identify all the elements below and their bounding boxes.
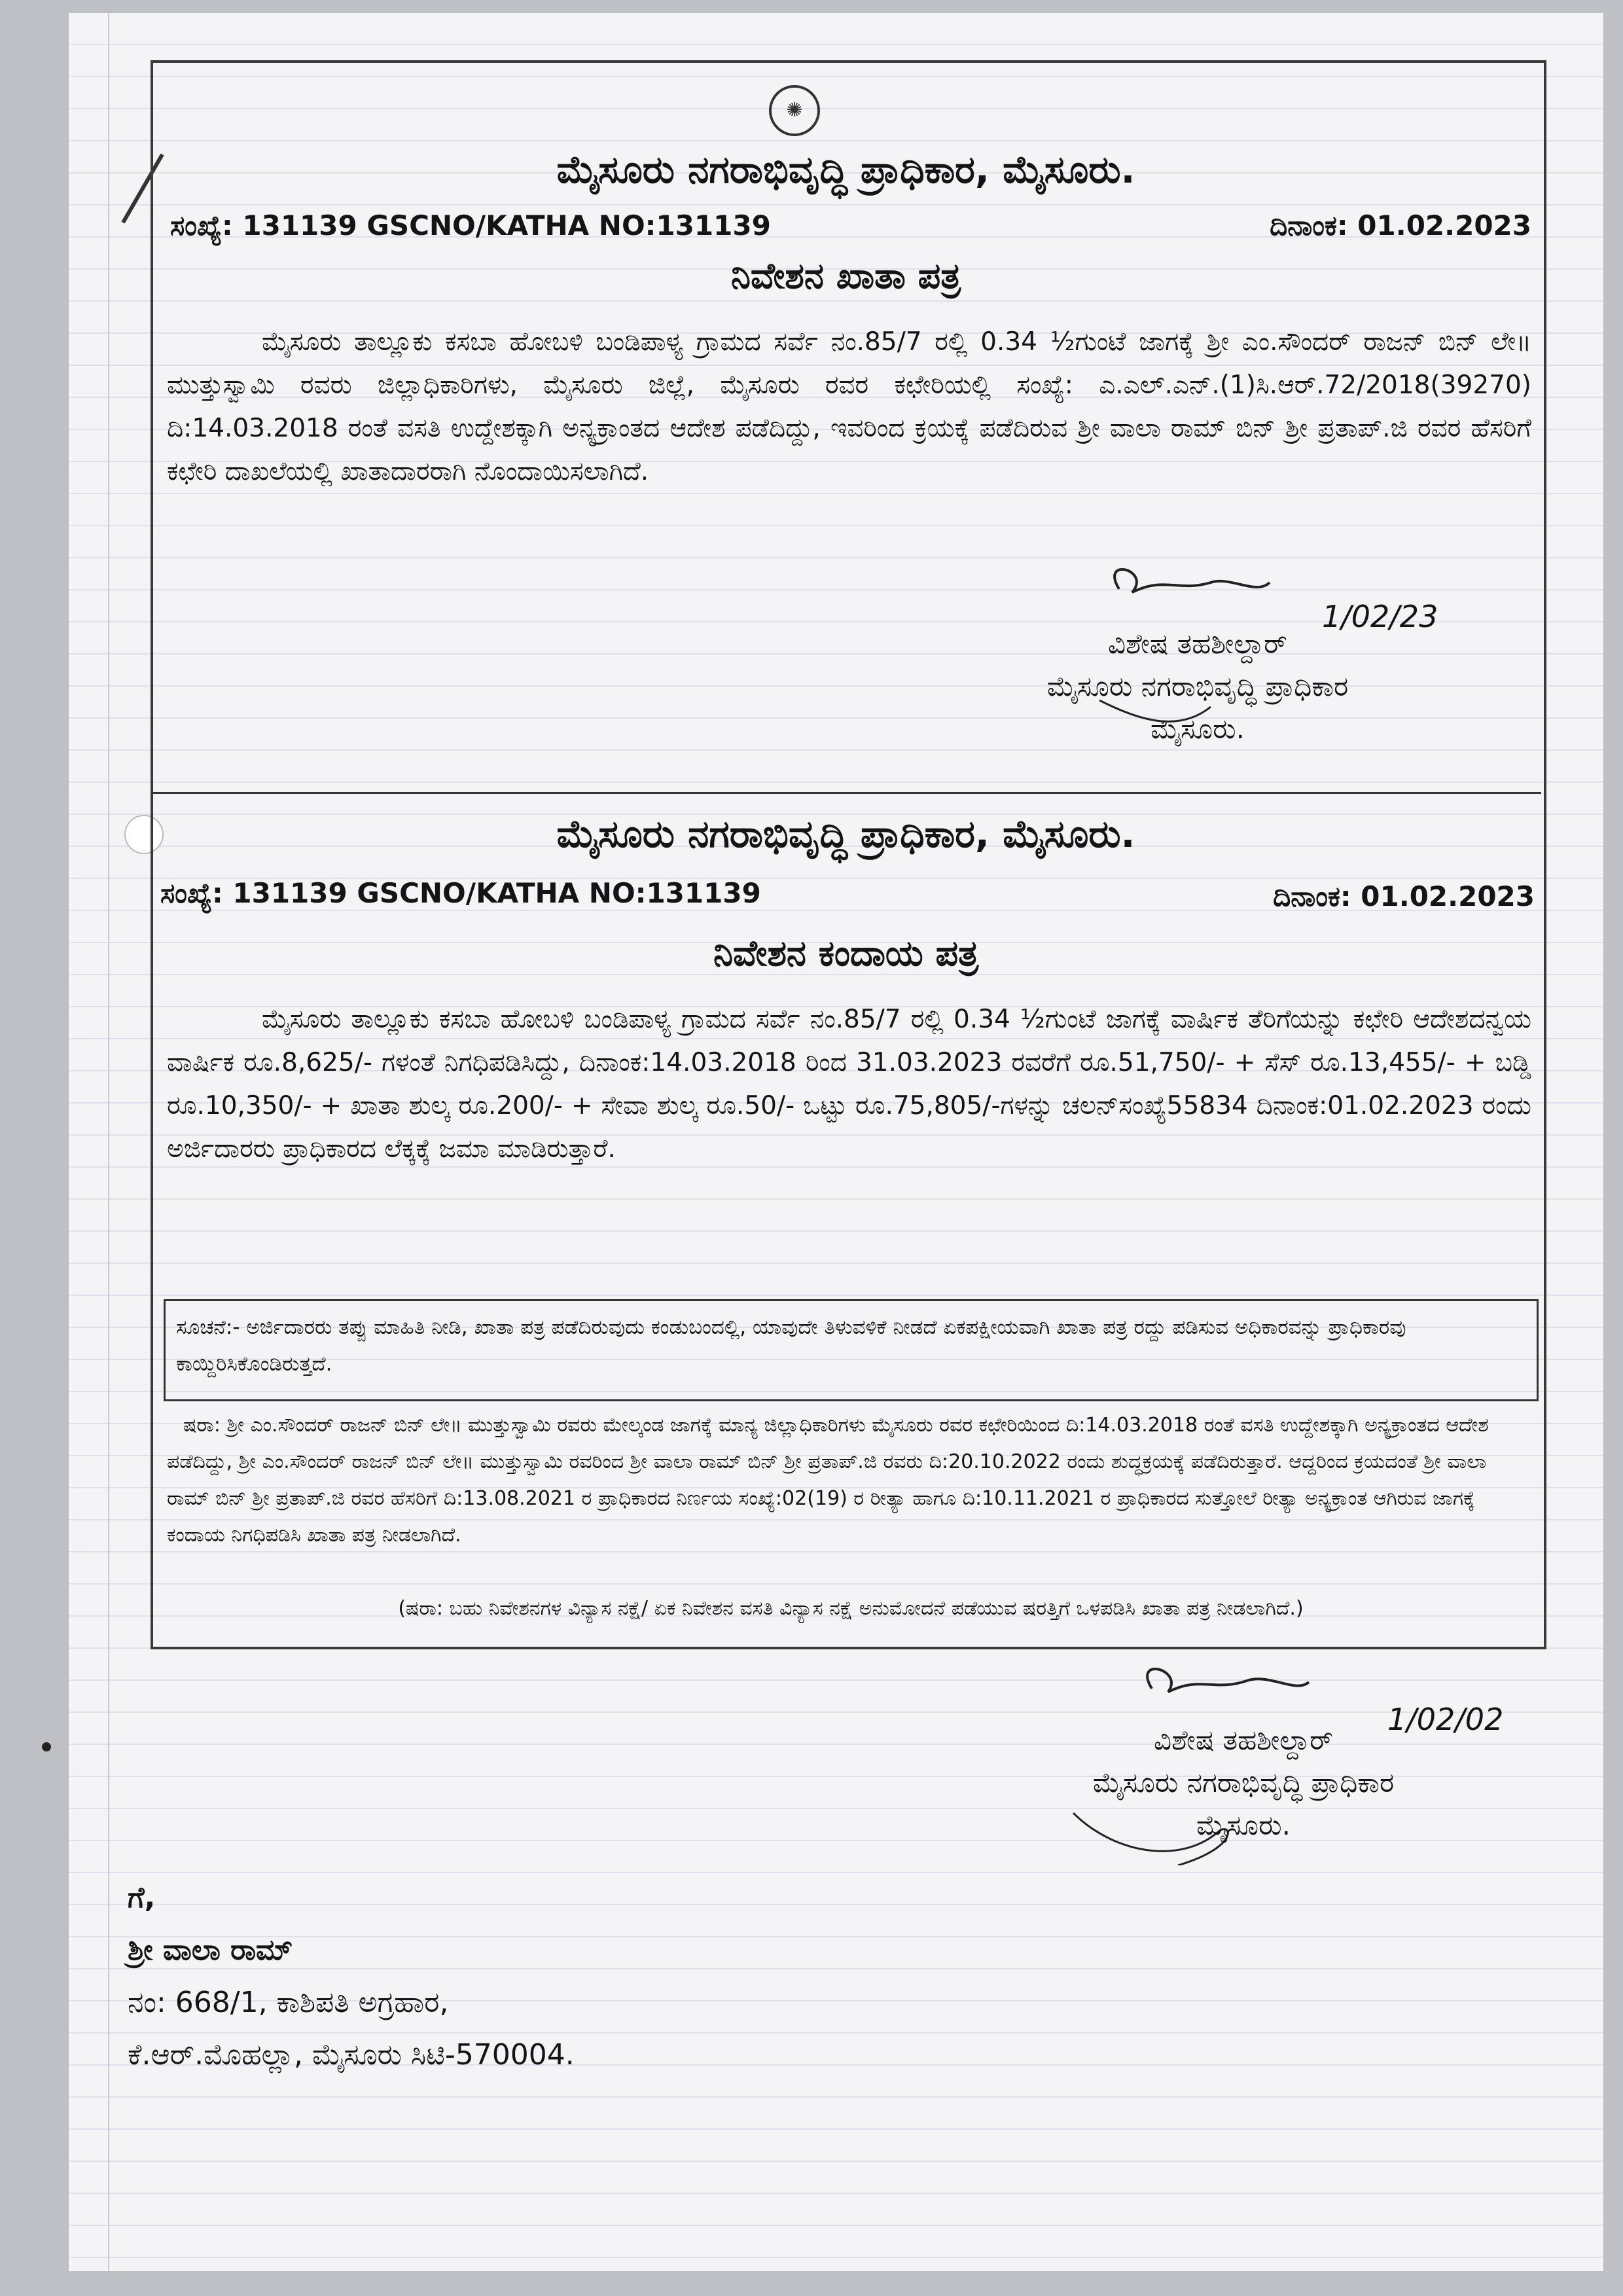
remark-text: ಷರಾ: ಶ್ರೀ ಎಂ.ಸೌಂದರ್ ರಾಜನ್ ಬಿನ್ ಲೇ॥ ಮುತ್ತುಸ್ವಾಮಿ ರವರು ಮೇಲ್ಕಂಡ ಜಾಗಕ್ಕೆ ಮಾನ್ಯ ಜಿಲ್ಲಾಧಿಕಾರಿಗಳು ಮೈಸೂರು ರವರ ಕಛೇರಿಯಿಂದ ದಿ:14.03.2018 ರಂತೆ ವಸತಿ ಉದ್ದೇಶಕ್ಕಾಗಿ ಅನ್ಯಕ್ರಾಂತದ ಆದೇಶ ಪಡೆದಿದ್ದು, ಶ್ರೀ ಎಂ.ಸೌಂದರ್ ರಾಜನ್ ಬಿನ್ ಲೇ॥ ಮುತ್ತುಸ್ವಾಮಿ ರವರಿಂದ ಶ್ರೀ ವಾಲಾ ರಾಮ್ ಬಿನ್ ಶ್ರೀ ಪ್ರತಾಪ್.ಜಿ ರವರು ದಿ:20.10.2022 ರಂದು ಶುದ್ಧಕ್ರಯಕ್ಕೆ ಪಡೆದಿರುತ್ತಾರೆ. ಆದ್ದರಿಂದ ಕ್ರಯದಂತೆ ಶ್ರೀ ವಾಲಾ ರಾಮ್ ಬಿನ್ ಶ್ರೀ ಪ್ರತಾಪ್.ಜಿ ರವರ ಹೆಸರಿಗೆ ದಿ:13.08.2021 ರ ಪ್ರಾಧಿಕಾರದ ನಿರ್ಣಯ ಸಂಖ್ಯೆ:02(19) ರ ರೀತ್ಯಾ ಹಾಗೂ ದಿ:10.11.2021 ರ ಪ್ರಾಧಿಕಾರದ ಸುತ್ತೋಲೆ ರೀತ್ಯಾ ಅನ್ಯಕ್ರಾಂತ ಆಗಿರುವ ಜಾಗಕ್ಕೆ ಕಂದಾಯ ನಿಗಧಿಪಡಿಸಿ ಖಾತಾ ಪತ್ರ ನೀಡಲಾಗಿದೆ.: [167, 1414, 1489, 1547]
kandaya-paragraph: ಮೈಸೂರು ತಾಲ್ಲೂಕು ಕಸಬಾ ಹೋಬಳಿ ಬಂಡಿಪಾಳ್ಯ ಗ್ರಾಮದ ಸರ್ವೆ ನಂ.85/7 ರಲ್ಲಿ 0.34 ½ಗುಂಟೆ ಜಾಗಕ್ಕೆ ವಾರ್ಷಿಕ ತೆರಿಗೆಯನ್ನು ಕಛೇರಿ ಆದೇಶದನ್ವಯ ವಾರ್ಷಿಕ ರೂ.8,625/- ಗಳಂತೆ ನಿಗಧಿಪಡಿಸಿದ್ದು, ದಿನಾಂಕ:14.03.2018 ರಿಂದ 31.03.2023 ರವರೆಗೆ ರೂ.51,750/- + ಸೆಸ್ ರೂ.13,455/- + ಬಡ್ಡಿ ರೂ.10,350/- + ಖಾತಾ ಶುಲ್ಕ ರೂ.200/- + ಸೇವಾ ಶುಲ್ಕ ರೂ.50/- ಒಟ್ಟು ರೂ.75,805/-ಗಳನ್ನು ಚಲನ್‌ಸಂಖ್ಯೆ55834 ದಿನಾಂಕ:01.02.2023 ರಂದು ಅರ್ಜಿದಾರರು ಪ್ರಾಧಿಕಾರದ ಲೆಕ್ಕಕ್ಕೆ ಜಮಾ ಮಾಡಿರುತ್ತಾರೆ.: [167, 1005, 1531, 1164]
khata-title: ನಿವೇಶನ ಖಾತಾ ಪತ್ರ: [730, 255, 961, 296]
signatory-city: ಮೈಸೂರು.: [1150, 713, 1245, 745]
section-divider: [151, 792, 1541, 794]
signatory-city: ಮೈಸೂರು.: [1196, 1809, 1291, 1841]
remark-condition: (ಷರಾ: ಬಹು ನಿವೇಶನಗಳ ವಿನ್ಯಾಸ ನಕ್ಷೆ/ ಏಕ ನಿವೇಶನ ವಸತಿ ವಿನ್ಯಾಸ ನಕ್ಷೆ ಅನುಮೋದನೆ ಪಡೆಯುವ ಷರತ್ತಿಗೆ ಒಳಪಡಿಸಿ ಖಾತಾ ಪತ್ರ ನೀಡಲಾಗಿದೆ.): [398, 1597, 1304, 1620]
recipient-name: ಶ್ರೀ ವಾಲಾ ರಾಮ್: [128, 1933, 293, 1967]
address-line-2: ಕೆ.ಆರ್.ಮೊಹಲ್ಲಾ, ಮೈಸೂರು ಸಿಟಿ-570004.: [128, 2038, 575, 2072]
signatory-office: ಮೈಸೂರು ನಗರಾಭಿವೃದ್ಧಿ ಪ್ರಾಧಿಕಾರ: [1046, 670, 1349, 702]
signature-block-2: [942, 1649, 1544, 1865]
issue-date: ದಿನಾಂಕ: 01.02.2023: [1270, 209, 1531, 242]
section2-issue-date: ದಿನಾಂಕ: 01.02.2023: [1273, 880, 1535, 912]
kandaya-title: ನಿವೇಶನ ಕಂದಾಯ ಪತ್ರ: [713, 933, 979, 974]
page-title: ಮೈಸೂರು ನಗರಾಭಿವೃದ್ಧಿ ಪ್ರಾಧಿಕಾರ, ಮೈಸೂರು.: [556, 147, 1135, 192]
margin-line: [108, 13, 109, 2271]
reference-number: ಸಂಖ್ಯೆ: 131139 GSCNO/KATHA NO:131139: [170, 209, 771, 242]
khata-paragraph: ಮೈಸೂರು ತಾಲ್ಲೂಕು ಕಸಬಾ ಹೋಬಳಿ ಬಂಡಿಪಾಳ್ಯ ಗ್ರಾಮದ ಸರ್ವೆ ನಂ.85/7 ರಲ್ಲಿ 0.34 ½ಗುಂಟೆ ಜಾಗಕ್ಕೆ ಶ್ರೀ ಎಂ.ಸೌಂದರ್ ರಾಜನ್ ಬಿನ್ ಲೇ॥ ಮುತ್ತುಸ್ವಾಮಿ ರವರು ಜಿಲ್ಲಾಧಿಕಾರಿಗಳು, ಮೈಸೂರು ಜಿಲ್ಲೆ, ಮೈಸೂರು ರವರ ಕಛೇರಿಯಲ್ಲಿ ಸಂಖ್ಯೆ: ಎ.ಎಲ್.ಎನ್.(1)ಸಿ.ಆರ್.72/2018(39270) ದಿ:14.03.2018 ರಂತೆ ವಸತಿ ಉದ್ದೇಶಕ್ಕಾಗಿ ಅನ್ಯಕ್ರಾಂತದ ಆದೇಶ ಪಡೆದಿದ್ದು, ಇವರಿಂದ ಕ್ರಯಕ್ಕೆ ಪಡೆದಿರುವ ಶ್ರೀ ವಾಲಾ ರಾಮ್ ಬಿನ್ ಶ್ರೀ ಪ್ರತಾಪ್.ಜಿ ರವರ ಹೆಸರಿಗೆ ಕಛೇರಿ ದಾಖಲೆಯಲ್ಲಿ ಖಾತಾದಾರರಾಗಿ ನೊಂದಾಯಿಸಲಾಗಿದೆ.: [167, 327, 1531, 486]
scan-speck: [42, 1742, 51, 1751]
note-text: ಸೂಚನೆ:- ಅರ್ಜಿದಾರರು ತಪ್ಪು ಮಾಹಿತಿ ನೀಡಿ, ಖಾತಾ ಪತ್ರ ಪಡೆದಿರುವುದು ಕಂಡುಬಂದಲ್ಲಿ, ಯಾವುದೇ ತಿಳುವಳಿಕೆ ನೀಡದೆ ಏಕಪಕ್ಷೀಯವಾಗಿ ಖಾತಾ ಪತ್ರ ರದ್ದು ಪಡಿಸುವ ಅಧಿಕಾರವನ್ನು ಪ್ರಾಧಿಕಾರವು ಕಾಯ್ದಿರಿಸಿಕೊಂಡಿರುತ್ತದೆ.: [176, 1316, 1406, 1376]
section2-title: ಮೈಸೂರು ನಗರಾಭಿವೃದ್ಧಿ ಪ್ರಾಧಿಕಾರ, ಮೈಸೂರು.: [556, 812, 1135, 856]
address-to: ಗೆ,: [128, 1881, 156, 1914]
signature-block-1: [903, 563, 1492, 785]
address-line-1: ನಂ: 668/1, ಕಾಶಿಪತಿ ಅಗ್ರಹಾರ,: [128, 1986, 449, 2019]
signatory-title: ವಿಶೇಷ ತಹಶೀಲ್ದಾರ್: [1108, 628, 1287, 660]
signature-date: 1/02/23: [1322, 599, 1438, 634]
signatory-title: ವಿಶೇಷ ತಹಶೀಲ್ದಾರ್: [1154, 1724, 1333, 1756]
emblem-seal-icon: ✺: [769, 85, 820, 136]
address-block: [128, 1872, 978, 2081]
signatory-office: ಮೈಸೂರು ನಗರಾಭಿವೃದ್ಧಿ ಪ್ರಾಧಿಕಾರ: [1092, 1767, 1395, 1799]
note-box: [164, 1299, 1539, 1401]
signature-date: 1/02/02: [1387, 1702, 1504, 1737]
section2-reference-number: ಸಂಖ್ಯೆ: 131139 GSCNO/KATHA NO:131139: [160, 877, 761, 909]
